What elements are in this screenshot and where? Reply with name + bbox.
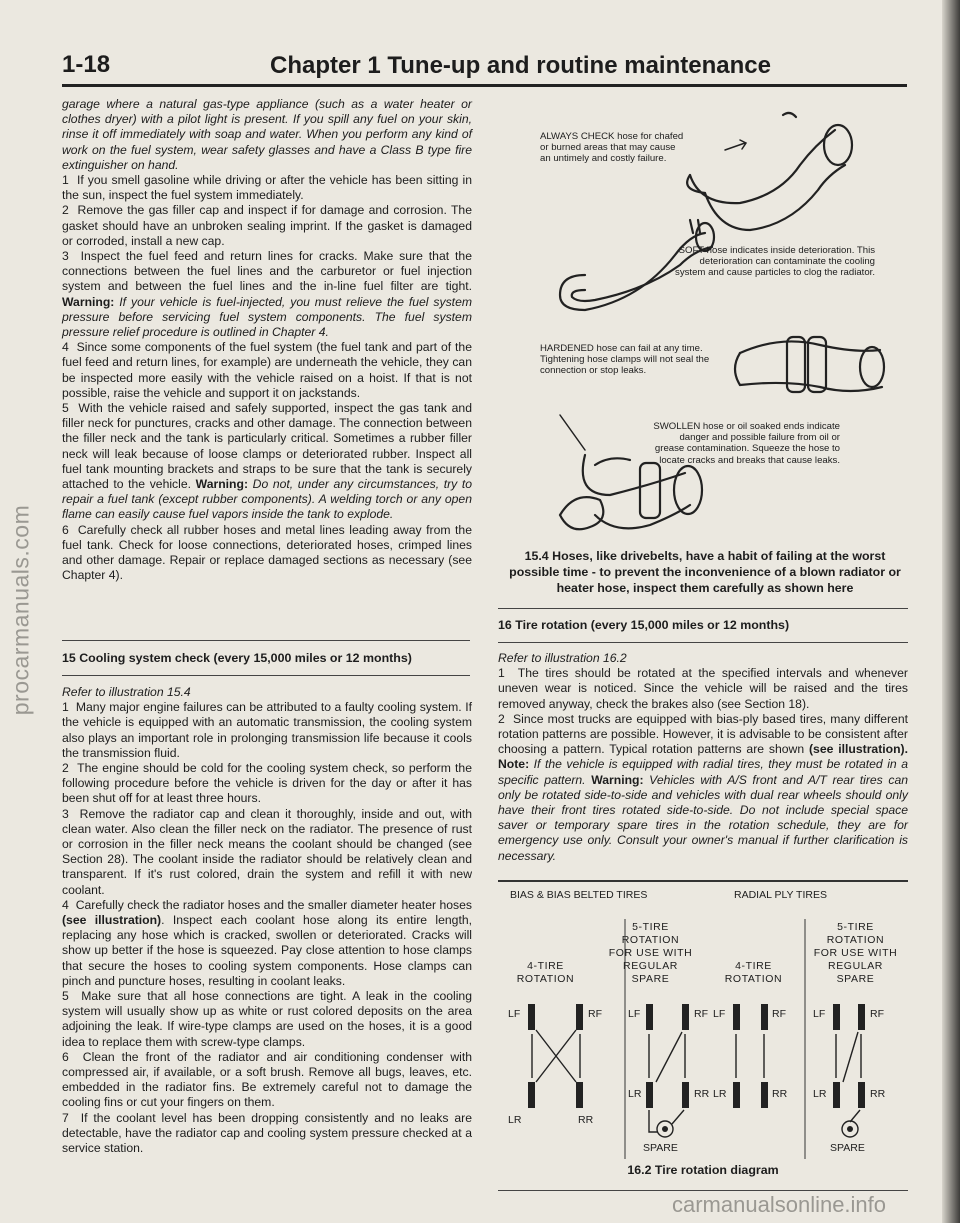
step-number: 1 (62, 173, 69, 188)
group-radial-label: RADIAL PLY TIRES (734, 889, 827, 901)
watermark-text: procarmanuals.com (7, 504, 34, 716)
tire-step: 1 The tires should be rotated at the specified intervals and whenever uneven wear is noticed. Since the vehicle will be raised and the tires removed anyway, check the brakes also (see Section 18). (498, 666, 908, 711)
tire-lr (733, 1082, 740, 1108)
hardened-hose-drawing (735, 337, 884, 392)
cooling-step: 5 Make sure that all hose connections are tight. A leak in the cooling system will usually show up as white or rust colored deposits on the area adjoining the leak. If wire-type clamps are used on the hoses, it is a good idea to replace them with screw-type clamps. (62, 989, 472, 1049)
left-column-fuel (62, 97, 472, 584)
note-label: Note: (498, 757, 530, 772)
step-number: 6 (62, 1049, 69, 1064)
tire-rr (576, 1082, 583, 1108)
side-watermark (4, 500, 38, 720)
warning-text: Do not, under any circumstances, try to repair a fuel tank (except rubber components). A welding torch or any open flame can easily cause fuel vapors inside the tank to explode. (62, 477, 473, 522)
cooling-step: 3 Remove the radiator cap and clean it thoroughly, inside and out, with clean water. Also clean the filler neck on the radiator. The presence of rust or corrosion in the filler neck means the coolant should be changed (see Section 28). The coolant inside the radiator should be relatively clean and transparent. If it's rust colored, drain the system and refill it with new coolant. (62, 806, 472, 897)
step-number: 3 (62, 806, 69, 821)
step-number: 1 (498, 666, 505, 681)
spare-hub (662, 1126, 668, 1132)
tire-label-lf: LF (508, 1008, 521, 1020)
step-number: 2 (498, 711, 505, 726)
figure-16-2-top-rule (498, 880, 908, 882)
tire-rr (858, 1082, 865, 1108)
tire-lf (646, 1004, 653, 1030)
chapter-title: Chapter 1 Tune-up and routine maintenance (270, 52, 771, 79)
section-16-heading: 16 Tire rotation (every 15,000 miles or 12 months) (498, 618, 790, 632)
figure-16-2-caption: 16.2 Tire rotation diagram (627, 1163, 779, 1177)
left-column-cooling (62, 685, 472, 1156)
fuel-step: 6 Carefully check all rubber hoses and metal lines leading away from the fuel tank. Check for loose connections, deteriorated hoses, crimped lines and other damage. Repair or replace damaged sections as necessary (see Chapter 4). (62, 522, 472, 583)
tire-rf (576, 1004, 583, 1030)
warning-text: Vehicles with A/S front and A/T rear tires can only be rotated side-to-side and vehicles with dual rear wheels should only have their front tires rotated side-to-side. Do not include special space saver or temporary spare tires in the rotation schedule, they are for emergency use only. Consult your owner's manual if further clarification is necessary. (498, 772, 909, 863)
tire-label-rf: RF (588, 1008, 602, 1020)
figure-15-4-caption: 15.4 Hoses, like drivebelts, have a habit of failing at the worst possible time - to prevent the inconvenience of a blown radiator or heater hose, inspect them carefully as shown here (509, 549, 901, 595)
warning-label: Warning: (591, 772, 644, 787)
tire-rr (682, 1082, 689, 1108)
tire-label-lf: LF (628, 1008, 641, 1020)
cooling-step: 4 Carefully check the radiator hoses and the smaller diameter heater hoses (see illustration). Inspect each coolant hose along its entire length, replacing any hose which is cracked, swollen or deteriorated. Cracks will show up better if the hose is squeezed. Pay close attention to hose clamps that secure the hoses to cooling system components. Hose clamps can pinch and puncture hoses, resulting in coolant leaks. (62, 897, 473, 988)
header-rule (62, 84, 907, 87)
figure-16-2-bottom-rule (498, 1190, 908, 1191)
section-16-top-rule (498, 608, 908, 609)
step-number: 2 (62, 203, 69, 218)
group-bias-label: BIAS & BIAS BELTED TIRES (510, 889, 648, 901)
tire-label-rr: RR (694, 1088, 710, 1100)
tire-label-rr: RR (772, 1088, 788, 1100)
rotation-arrow (843, 1032, 858, 1082)
step-number: 4 (62, 897, 69, 912)
rotation-arrow (850, 1110, 860, 1122)
tire-lr (646, 1082, 653, 1108)
section-15-top-rule (62, 640, 470, 641)
tire-label-spare: SPARE (830, 1142, 865, 1154)
tire-lr (833, 1082, 840, 1108)
see-illustration: (see illustration). (809, 742, 908, 757)
section-15-bottom-rule (62, 675, 470, 676)
panel-title: 4-TIRE ROTATION (724, 960, 783, 985)
tire-label-lr: LR (508, 1114, 522, 1126)
footer-watermark: carmanualsonline.info (672, 1192, 887, 1217)
step-number: 5 (62, 401, 69, 416)
page-binding-edge (942, 0, 960, 1223)
fuel-step: 5 With the vehicle raised and safely supported, inspect the gas tank and filler neck for punctures, cracks and other damage. The connection between the filler neck and the tank is particularly critical. Sometimes a rubber filler neck will leak because of loose clamps or deteriorated rubber. Inspect all fuel tank mounting brackets and straps to be sure that the tank is securely attached to the vehicle. Warning: Do not, under any circumstances, try to repair a fuel tank (except rubber components). A welding torch or any open flame can easily cause fuel vapors inside the tank to explode. (62, 401, 473, 522)
tire-lf (833, 1004, 840, 1030)
intro-warning: garage where a natural gas-type appliance (such as a water heater or clothes dryer) with a pilot light is present. If you spill any fuel on your skin, rinse it off immediately with soap and water. When you perform any kind of work on the fuel system, wear safety glasses and have a Class B type fire extinguisher on hand. (62, 97, 472, 172)
panel-title: 5-TIRE ROTATION FOR USE WITH REGULAR SPARE (813, 921, 898, 985)
tire-label-rr: RR (578, 1114, 594, 1126)
cooling-step: 7 If the coolant level has been dropping consistently and no leaks are detectable, have the radiator cap and cooling system pressure checked at a service station. (62, 1110, 473, 1156)
tire-rf (761, 1004, 768, 1030)
fuel-step: 4 Since some components of the fuel system (the fuel tank and part of the fuel feed and return lines, for example) are underneath the vehicle, they can be inspected more easily with the vehicle raised on a hoist. If that is not possible, raise the vehicle and support it on jackstands. (62, 340, 472, 400)
rotation-arrow (672, 1110, 684, 1124)
tire-rotation-patterns (498, 884, 908, 1184)
fuel-step: 1 If you smell gasoline while driving or after the vehicle has been sitting in the sun, inspect the fuel system immediately. (62, 173, 472, 203)
warning-text: If your vehicle is fuel-injected, you must relieve the fuel system pressure before servicing fuel system components. The fuel system pressure relief procedure is outlined in Chapter 4. (62, 294, 473, 340)
cooling-step: 6 Clean the front of the radiator and air conditioning condenser with compressed air, if available, or a soft brush. Remove all bugs, leaves, etc. embedded in the radiator fins. Be extremely careful not to damage the cooling fins or cut your fingers on them. (62, 1049, 472, 1110)
warning-label: Warning: (62, 294, 115, 309)
step-number: 1 (62, 700, 69, 715)
tire-label-lf: LF (813, 1008, 826, 1020)
right-column-tire (498, 651, 908, 864)
cooling-step: 1 Many major engine failures can be attributed to a faulty cooling system. If the vehicle is equipped with an automatic transmission, the cooling system also plays an important role in prolonging transmission life because it cools the transmission fluid. (62, 700, 472, 760)
callout-hardened-hose: HARDENED hose can fail at any time. Tightening hose clamps will not seal the connection or stop leaks. (540, 343, 710, 377)
section-16-bottom-rule (498, 642, 908, 643)
tire-label-lr: LR (713, 1088, 727, 1100)
refer-to-illustration: Refer to illustration 16.2 (498, 651, 627, 665)
tire-lf (528, 1004, 535, 1030)
tire-label-rf: RF (870, 1008, 884, 1020)
tire-rr (761, 1082, 768, 1108)
fuel-step: 3 Inspect the fuel feed and return lines for cracks. Make sure that the connections between the fuel lines and the carburetor or fuel injection system and between the fuel lines and the in-line fuel filter are tight. Warning: If your vehicle is fuel-injected, you must relieve the fuel system pressure before servicing fuel system components. The fuel system pressure relief procedure is outlined in Chapter 4. (62, 249, 473, 340)
step-number: 5 (62, 989, 69, 1004)
tire-lr (528, 1082, 535, 1108)
fuel-step: 2 Remove the gas filler cap and inspect if for damage and corrosion. The gasket should have an unbroken sealing imprint. If the gasket is damaged or corroded, install a new cap. (62, 203, 472, 248)
page-number: 1-18 (62, 51, 111, 78)
tire-step: 2 Since most trucks are equipped with bias-ply based tires, many different rotation patterns are possible. However, it is advisable to be consistent after choosing a pattern. Typical rotation patterns are shown (see illustration). Note: If the vehicle is equipped with radial tires, they must be rotated in a specific pattern. Warning: Vehicles with A/S front and A/T rear tires can only be rotated side-to-side and vehicles with dual rear wheels should only have their front tires rotated side-to-side. Do not include special space saver or temporary spare tires in the rotation schedule, they are for emergency use only. Consult your owner's manual if further clarification is necessary. (498, 711, 909, 863)
callout-swollen-hose: SWOLLEN hose or oil soaked ends indicate danger and possible failure from oil or grease contamination. Squeeze the hose to locate cracks and breaks that cause leaks. (653, 421, 840, 466)
step-number: 7 (62, 1110, 69, 1125)
tire-label-rf: RF (772, 1008, 786, 1020)
tire-rotation-diagram (498, 884, 908, 1184)
panel-title: 5-TIRE ROTATION FOR USE WITH REGULAR SPARE (608, 921, 693, 985)
panel-title: 4-TIRE ROTATION (516, 960, 575, 985)
step-number: 4 (62, 340, 69, 355)
tire-label-rr: RR (870, 1088, 886, 1100)
see-illustration: (see illustration) (62, 913, 162, 928)
rotation-arrow (656, 1032, 682, 1082)
tire-label-spare: SPARE (643, 1142, 678, 1154)
note-text: If the vehicle is equipped with radial tires, they must be rotated in a specific pattern. (498, 757, 908, 787)
step-number: 6 (62, 522, 69, 537)
step-number: 3 (62, 249, 69, 264)
tire-label-lr: LR (628, 1088, 642, 1100)
callout-always-check: ALWAYS CHECK hose for chafed or burned areas that may cause an untimely and costly failure. (540, 131, 684, 165)
section-15-heading: 15 Cooling system check (every 15,000 miles or 12 months) (62, 651, 412, 665)
tire-label-lr: LR (813, 1088, 827, 1100)
refer-to-illustration: Refer to illustration 15.4 (62, 685, 191, 699)
callout-soft-hose: SOFT hose indicates inside deterioration. This deterioration can contaminate the cooling system and cause particles to clog the radiator. (675, 245, 875, 279)
tire-rf (858, 1004, 865, 1030)
spare-hub (847, 1126, 853, 1132)
tire-lf (733, 1004, 740, 1030)
tire-label-rf: RF (694, 1008, 708, 1020)
warning-label: Warning: (195, 477, 249, 492)
chafed-hose-drawing (687, 113, 852, 230)
hose-inspection-figure (500, 95, 910, 545)
cooling-step: 2 The engine should be cold for the cooling system check, so perform the following procedure before the vehicle is driven for the day or after it has been shut off for at least three hours. (62, 761, 472, 806)
tire-label-lf: LF (713, 1008, 726, 1020)
tire-rf (682, 1004, 689, 1030)
step-number: 2 (62, 761, 69, 776)
